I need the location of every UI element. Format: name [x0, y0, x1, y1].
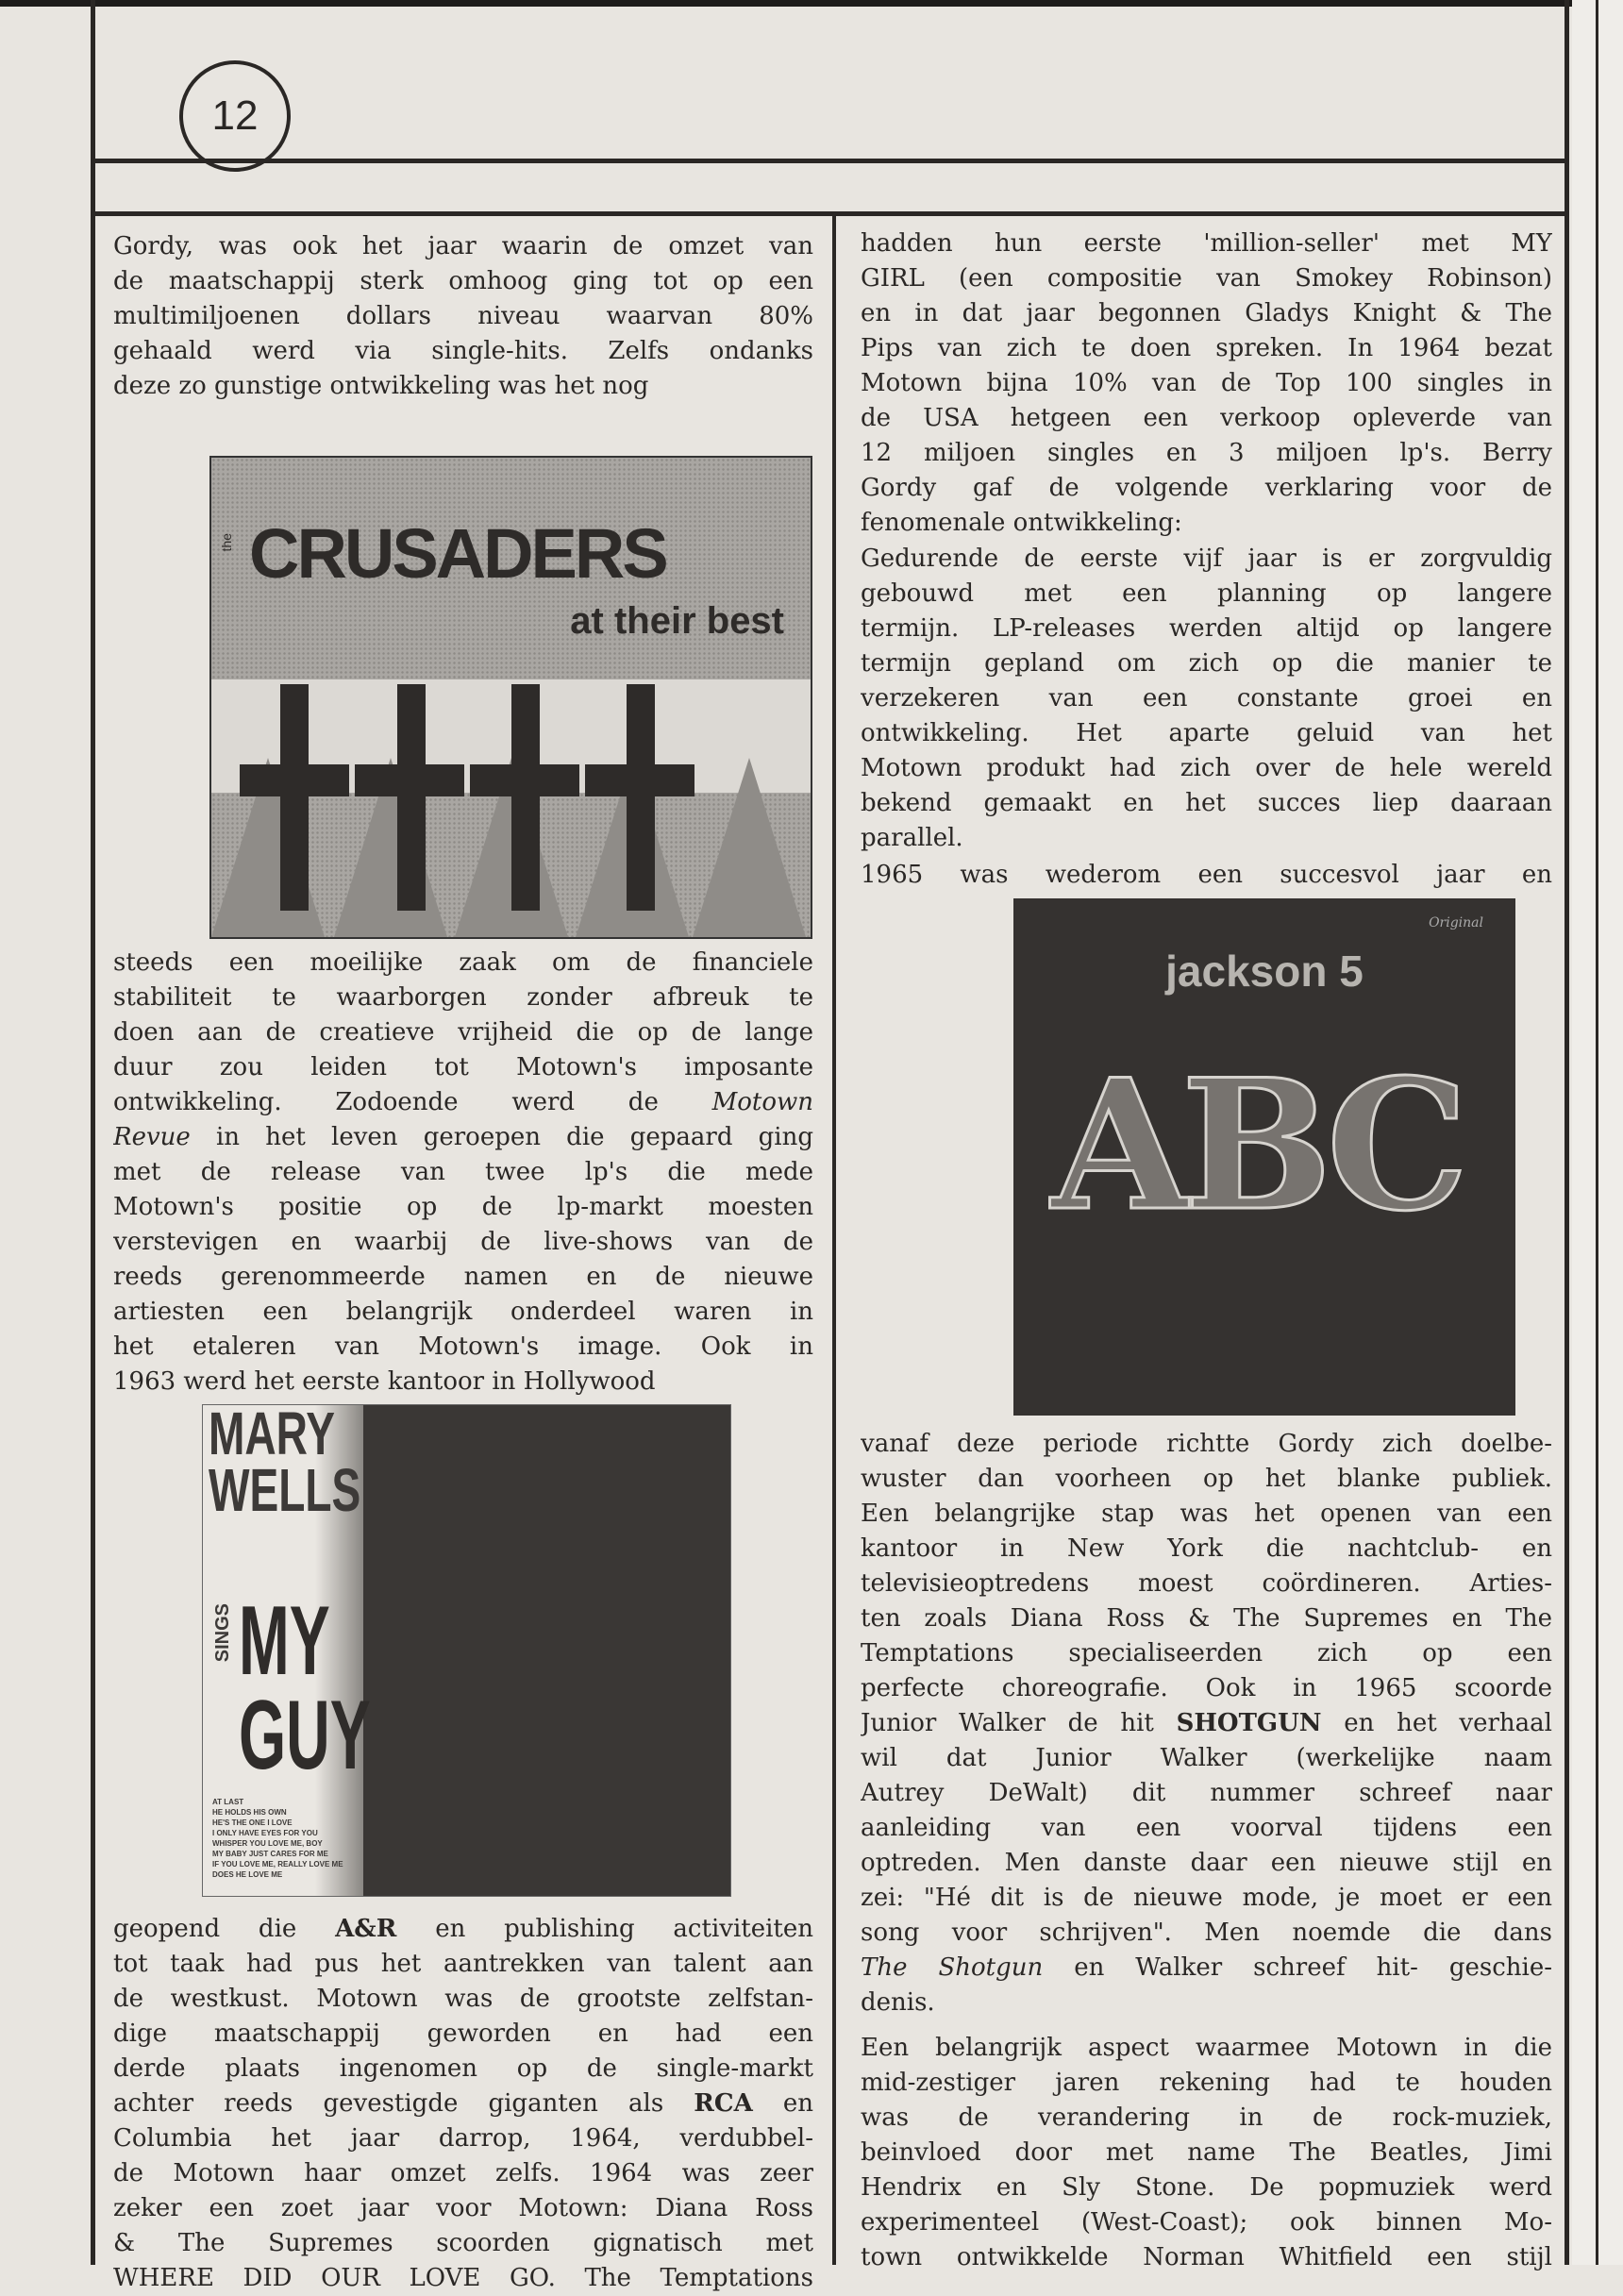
bold-text: SHOTGUN: [1176, 1709, 1322, 1737]
text-line: Hendrix en Sly Stone. De popmuziek werd: [861, 2173, 1552, 2202]
text-line: duur zou leiden tot Motown's imposante: [113, 1053, 813, 1081]
text-line: reeds gerenommeerde namen en de nieuwe: [113, 1263, 813, 1291]
text-segment: achter reeds gevestigde giganten als: [113, 2089, 694, 2118]
right-text-block-e: [861, 1427, 1552, 2020]
text-line: Autrey DeWalt) dit nummer schreef naar: [861, 1779, 1552, 1807]
text-line: town ontwikkelde Norman Whitfield een stijl: [861, 2243, 1552, 2271]
text-line: verzekeren van een constante groei en: [861, 684, 1552, 712]
right-text-quote: [861, 542, 1552, 856]
text-line: song voor schrijven". Men noemde die dans: [861, 1919, 1552, 1947]
text-line: het etaleren van Motown's image. Ook in: [113, 1332, 813, 1361]
sword-icon: [511, 684, 540, 911]
text-line: [113, 1120, 813, 1155]
adjacent-page-line: [1596, 0, 1598, 2265]
text-line: mid-zestiger jaren rekening had te houden: [861, 2069, 1552, 2097]
text-line: Pips van zich te doen spreken. In 1964 bezat: [861, 334, 1552, 362]
cover-sings: SINGS: [212, 1603, 233, 1663]
text-line: & The Supremes scoorden gignatisch met: [113, 2229, 813, 2257]
text-line: parallel.: [861, 824, 963, 852]
track: I ONLY HAVE EYES FOR YOU: [212, 1829, 318, 1837]
text-line: fenomenale ontwikkeling:: [861, 509, 1182, 537]
cover-spike: [693, 758, 806, 937]
text-line: dige maatschappij geworden en had een: [113, 2019, 813, 2048]
text-line: [861, 1951, 1552, 1986]
text-line: [113, 2087, 813, 2121]
text-line: televisieoptredens moest coördineren. Arties-: [861, 1569, 1552, 1598]
cover-tracklist: [212, 1797, 343, 1880]
text-line: stabiliteit te waarborgen zonder afbreuk te: [113, 983, 813, 1012]
text-segment: en Walker schreef hit- geschie-: [1043, 1953, 1552, 1982]
italic-text: Revue: [113, 1123, 191, 1151]
text-line: deze zo gunstige ontwikkeling was het nog: [113, 372, 649, 400]
text-line: de maatschappij sterk omhoog ging tot op een: [113, 267, 813, 295]
text-line: beinvloed door met name The Beatles, Jimi: [861, 2138, 1552, 2167]
text-segment: en: [752, 2089, 813, 2118]
frame-right-border: [1564, 0, 1569, 2265]
text-line: derde plaats ingenomen op de single-markt: [113, 2054, 813, 2083]
text-line: Een belangrijk aspect waarmee Motown in die: [861, 2034, 1552, 2062]
text-segment: geopend die: [113, 1915, 336, 1943]
sword-guard: [470, 764, 579, 796]
cover-artist-line: MARY: [209, 1404, 335, 1467]
text-line: Temptations specialiseerden zich op een: [861, 1639, 1552, 1668]
cover-artist: [209, 1404, 361, 1524]
track: DOES HE LOVE ME: [212, 1870, 283, 1879]
page-number: [179, 60, 291, 172]
album-cover-mary-wells: [202, 1404, 731, 1897]
left-text-block-c: [113, 1912, 813, 2296]
text-line: vanaf deze periode richtte Gordy zich doelbe-: [861, 1430, 1552, 1458]
cover-title: CRUSADERS: [249, 514, 666, 593]
text-line: GIRL (een compositie van Smokey Robinson): [861, 264, 1552, 293]
text-segment: Junior Walker de hit: [861, 1709, 1177, 1737]
header-rule-lower: [91, 211, 1569, 216]
text-line: Motown produkt had zich over de hele wereld: [861, 754, 1552, 782]
text-line: [113, 1912, 813, 1947]
track: HE'S THE ONE I LOVE: [212, 1818, 293, 1827]
text-line: en in dat jaar begonnen Gladys Knight & The: [861, 299, 1552, 327]
text-line: 12 miljoen singles en 3 miljoen lp's. Berry: [861, 439, 1552, 467]
text-line: 1965 was wederom een succesvol jaar en: [861, 861, 1552, 889]
text-line: was de verandering in de rock-muziek,: [861, 2103, 1552, 2132]
cover-title: [239, 1586, 371, 1790]
left-text-block-a: [113, 229, 813, 404]
album-cover-crusaders: [209, 456, 812, 939]
text-line: 1963 werd het eerste kantoor in Hollywood: [113, 1367, 656, 1396]
right-text-1965: [861, 858, 1552, 893]
right-text-block-d: [861, 226, 1552, 541]
text-line: bekend gemaakt en het succes liep daaraan: [861, 789, 1552, 817]
text-segment: en publishing activiteiten: [396, 1915, 813, 1943]
text-line: termijn. LP-releases werden altijd op langere: [861, 614, 1552, 643]
text-segment: in het leven geroepen die gepaard ging: [190, 1123, 813, 1151]
sword-icon: [397, 684, 426, 911]
text-line: denis.: [861, 1988, 935, 2017]
header-rule: [91, 159, 1569, 163]
italic-text: Motown: [711, 1088, 813, 1116]
bold-text: A&R: [335, 1915, 397, 1943]
text-line: verstevigen en waarbij de live-shows van de: [113, 1228, 813, 1256]
text-line: de westkust. Motown was de grootste zelfstan-: [113, 1985, 813, 2013]
track: WHISPER YOU LOVE ME, BOY: [212, 1839, 323, 1848]
text-line: hadden hun eerste 'million-seller' met MY: [861, 229, 1552, 258]
text-line: [113, 1085, 813, 1120]
text-segment: ontwikkeling. Zodoende werd de: [113, 1088, 712, 1116]
text-line: Een belangrijke stap was het openen van een: [861, 1500, 1552, 1528]
text-line: Motown bijna 10% van de Top 100 singles in: [861, 369, 1552, 397]
text-line: doen aan de creatieve vrijheid die op de lange: [113, 1018, 813, 1047]
text-line: gehaald werd via single-hits. Zelfs ondanks: [113, 337, 813, 365]
page-top-edge: [0, 0, 1623, 7]
right-text-block-f: [861, 2031, 1552, 2275]
text-line: perfecte choreografie. Ook in 1965 scoorde: [861, 1674, 1552, 1702]
text-line: artiesten een belangrijk onderdeel waren in: [113, 1298, 813, 1326]
cover-artist: jackson 5: [1165, 947, 1364, 996]
text-line: aanleiding van een voorval tijdens een: [861, 1814, 1552, 1842]
text-line: wuster dan voorheen op het blanke publiek.: [861, 1465, 1552, 1493]
sword-guard: [585, 764, 694, 796]
text-line: termijn gepland om zich op die manier te: [861, 649, 1552, 678]
sword-icon: [627, 684, 655, 911]
column-divider: [832, 213, 836, 2265]
text-line: met de release van twee lp's die mede: [113, 1158, 813, 1186]
cover-title: ABC: [1051, 1040, 1460, 1250]
album-cover-jackson5-abc: [1013, 898, 1515, 1416]
text-line: experimenteel (West-Coast); ook binnen Mo-: [861, 2208, 1552, 2237]
cover-the: the: [219, 533, 234, 552]
text-line: ontwikkeling. Het aparte geluid van het: [861, 719, 1552, 747]
cover-title-line: MY: [239, 1586, 330, 1696]
left-text-block-b: [113, 946, 813, 1399]
cover-artist-line: WELLS: [209, 1456, 361, 1524]
italic-text: The Shotgun: [861, 1953, 1044, 1982]
text-line: zeker een zoet jaar voor Motown: Diana Ross: [113, 2194, 813, 2222]
track: IF YOU LOVE ME, REALLY LOVE ME: [212, 1860, 343, 1869]
text-line: Gordy, was ook het jaar waarin de omzet van: [113, 232, 813, 260]
text-line: Motown's positie op de lp-markt moesten: [113, 1193, 813, 1221]
text-line: wil dat Junior Walker (werkelijke naam: [861, 1744, 1552, 1772]
text-line: zei: "Hé dit is de nieuwe mode, je moet er een: [861, 1884, 1552, 1912]
track: HE HOLDS HIS OWN: [212, 1808, 287, 1817]
cover-title-line: GUY: [239, 1681, 371, 1790]
text-line: tot taak had pus het aantrekken van talent aan: [113, 1950, 813, 1978]
track: MY BABY JUST CARES FOR ME: [212, 1850, 328, 1858]
cover-subtitle: at their best: [570, 600, 784, 642]
text-line: optreden. Men danste daar een nieuwe stijl en: [861, 1849, 1552, 1877]
track: AT LAST: [212, 1798, 244, 1806]
text-line: Gordy gaf de volgende verklaring voor de: [861, 474, 1552, 502]
bold-text: RCA: [694, 2089, 753, 2118]
sword-icon: [280, 684, 309, 911]
text-line: de USA hetgeen een verkoop opleverde van: [861, 404, 1552, 432]
text-line: ten zoals Diana Ross & The Supremes en The: [861, 1604, 1552, 1633]
sword-guard: [240, 764, 349, 796]
page-number-text: 12: [211, 92, 259, 139]
text-line: Columbia het jaar darrop, 1964, verdubbel-: [113, 2124, 813, 2153]
text-line: kantoor in New York die nachtclub- en: [861, 1534, 1552, 1563]
text-line: Gedurende de eerste vijf jaar is er zorgvuldig: [861, 545, 1552, 573]
text-line: steeds een moeilijke zaak om de financiele: [113, 948, 813, 977]
label-logo: Original: [1429, 915, 1483, 930]
text-line: multimiljoenen dollars niveau waarvan 80%: [113, 302, 813, 330]
text-line: [861, 1706, 1552, 1741]
sword-guard: [355, 764, 464, 796]
text-line: WHERE DID OUR LOVE GO. The Temptations: [113, 2264, 813, 2292]
text-line: de Motown haar omzet zelfs. 1964 was zeer: [113, 2159, 813, 2187]
text-segment: en het verhaal: [1321, 1709, 1552, 1737]
frame-left-border: [91, 0, 95, 2265]
text-line: gebouwd met een planning op langere: [861, 579, 1552, 608]
